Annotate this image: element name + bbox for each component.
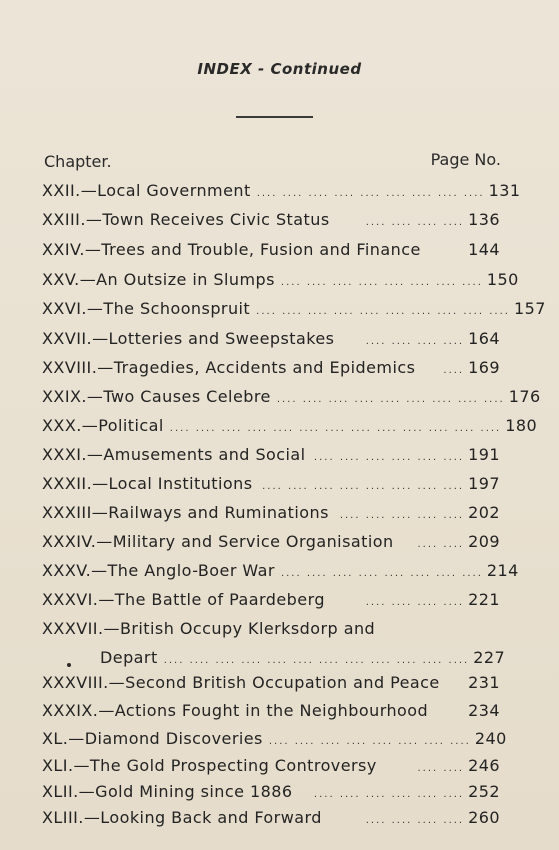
- index-entry: [42, 729, 507, 751]
- entry-leader-dots: .... .... .... .... .... .... .... ....: [268, 736, 471, 747]
- entry-page-number: 197: [468, 474, 500, 493]
- index-entry: [42, 503, 500, 525]
- entry-title: XXXII.—Local Institutions: [42, 474, 253, 493]
- entry-leader-dots: .... .... .... .... .... .... .... .... ....: [276, 394, 505, 405]
- entry-page-number: 176: [508, 387, 541, 406]
- entry-leader-dots: .... .... .... .... .... .... .... .... .... .... .... .... ....: [169, 423, 502, 434]
- entry-title: XXX.—Political: [42, 416, 164, 435]
- entry-title: XXVI.—The Schoonspruit: [42, 299, 251, 318]
- entry-title: XXV.—An Outsize in Slumps: [42, 270, 275, 289]
- entry-leader-dots: .... .... .... .... .... .... .... .... ....: [256, 188, 485, 199]
- entry-title: XXXIV.—Military and Service Organisation: [42, 532, 394, 551]
- entry-title: XXXI.—Amusements and Social: [42, 445, 306, 464]
- entry-leader-dots: .... .... .... ....: [365, 597, 465, 608]
- entry-page-number: 150: [486, 270, 519, 289]
- index-entry: [42, 210, 500, 232]
- entry-title: XXVIII.—Tragedies, Accidents and Epidemics: [42, 358, 416, 377]
- entry-title: XXIX.—Two Causes Celebre: [42, 387, 271, 406]
- index-entry: [42, 590, 500, 612]
- entry-page-number: 180: [505, 416, 538, 435]
- index-entry: [42, 416, 538, 438]
- entry-leader-dots: .... .... .... .... .... .... .... ....: [280, 568, 483, 579]
- entry-page-number: 246: [468, 756, 500, 775]
- entry-title: XXIII.—Town Receives Civic Status: [42, 210, 330, 229]
- entry-page-number: 169: [468, 358, 500, 377]
- entry-page-number: 227: [473, 648, 506, 667]
- entry-title: XLII.—Gold Mining since 1886: [42, 782, 293, 801]
- entry-page-number: 234: [468, 701, 500, 720]
- entry-title: XXII.—Local Government: [42, 181, 251, 200]
- entry-title: XXXVIII.—Second British Occupation and Peace: [42, 673, 440, 692]
- entry-page-number: 144: [468, 240, 500, 259]
- entry-page-number: 214: [486, 561, 519, 580]
- entry-leader-dots: .... .... .... .... .... .... .... ....: [262, 481, 465, 492]
- entry-page-number: 240: [474, 729, 507, 748]
- entry-leader-dots: .... .... .... .... ....: [339, 510, 465, 521]
- entry-leader-dots: .... .... .... .... .... .... .... ....: [280, 277, 483, 288]
- entry-leader-dots: .... ....: [417, 539, 465, 550]
- index-entry: [42, 358, 500, 380]
- entry-title: XLIII.—Looking Back and Forward: [42, 808, 322, 827]
- entry-leader-dots: .... ....: [417, 763, 465, 774]
- entry-page-number: 157: [513, 299, 546, 318]
- entry-title: XXXIX.—Actions Fought in the Neighbourhood: [42, 701, 429, 720]
- entry-title: XXIV.—Trees and Trouble, Fusion and Finance: [42, 240, 421, 259]
- print-speck: [67, 663, 71, 667]
- entry-title: Depart: [100, 648, 158, 667]
- index-entry: [42, 782, 500, 804]
- entry-page-number: 202: [468, 503, 500, 522]
- entry-title: XL.—Diamond Discoveries: [42, 729, 263, 748]
- entry-leader-dots: .... .... .... ....: [365, 217, 465, 228]
- page-title: INDEX - Continued: [197, 60, 362, 78]
- index-entry: [42, 673, 500, 695]
- index-entry: [42, 756, 500, 778]
- entry-page-number: 260: [468, 808, 500, 827]
- index-entry: [42, 387, 541, 409]
- entry-title: XXXVI.—The Battle of Paardeberg: [42, 590, 325, 609]
- entry-page-number: 221: [468, 590, 500, 609]
- entry-leader-dots: .... .... .... .... .... ....: [313, 789, 465, 800]
- index-entry: [42, 181, 521, 203]
- entry-leader-dots: .... .... .... .... .... ....: [313, 452, 465, 463]
- index-entry: [42, 532, 500, 554]
- entry-page-number: 136: [468, 210, 500, 229]
- entry-leader-dots: ....: [443, 365, 465, 376]
- entry-title: XXXVII.—British Occupy Klerksdorp and: [42, 619, 376, 638]
- entry-leader-dots: .... .... .... ....: [365, 815, 465, 826]
- entry-page-number: 209: [468, 532, 500, 551]
- index-entry: [42, 474, 500, 496]
- entry-page-number: 191: [468, 445, 500, 464]
- entry-title: XXVII.—Lotteries and Sweepstakes: [42, 329, 335, 348]
- index-entry: [42, 561, 519, 583]
- entry-page-number: 231: [468, 673, 500, 692]
- entry-page-number: 164: [468, 329, 500, 348]
- index-entry: [42, 808, 500, 830]
- index-entry: [42, 240, 500, 262]
- entry-title: XLI.—The Gold Prospecting Controversy: [42, 756, 377, 775]
- entry-page-number: 131: [488, 181, 521, 200]
- index-entry: [42, 270, 519, 292]
- entry-leader-dots: .... .... .... .... .... .... .... .... .... .... .... ....: [163, 655, 470, 666]
- index-entry-continuation: [100, 648, 506, 670]
- index-entry: [42, 329, 500, 351]
- entry-leader-dots: .... .... .... ....: [365, 336, 465, 347]
- entry-page-number: 252: [468, 782, 500, 801]
- index-entry: [42, 299, 546, 321]
- chapter-column-header: Chapter.: [44, 152, 112, 171]
- index-entry: [42, 619, 500, 641]
- entry-title: XXXIII—Railways and Ruminations: [42, 503, 329, 522]
- index-entry: [42, 445, 500, 467]
- entry-title: XXXV.—The Anglo-Boer War: [42, 561, 275, 580]
- index-entry: [42, 701, 500, 723]
- page-number-column-header: Page No.: [430, 150, 501, 169]
- entry-leader-dots: .... .... .... .... .... .... .... .... .... ....: [256, 306, 510, 317]
